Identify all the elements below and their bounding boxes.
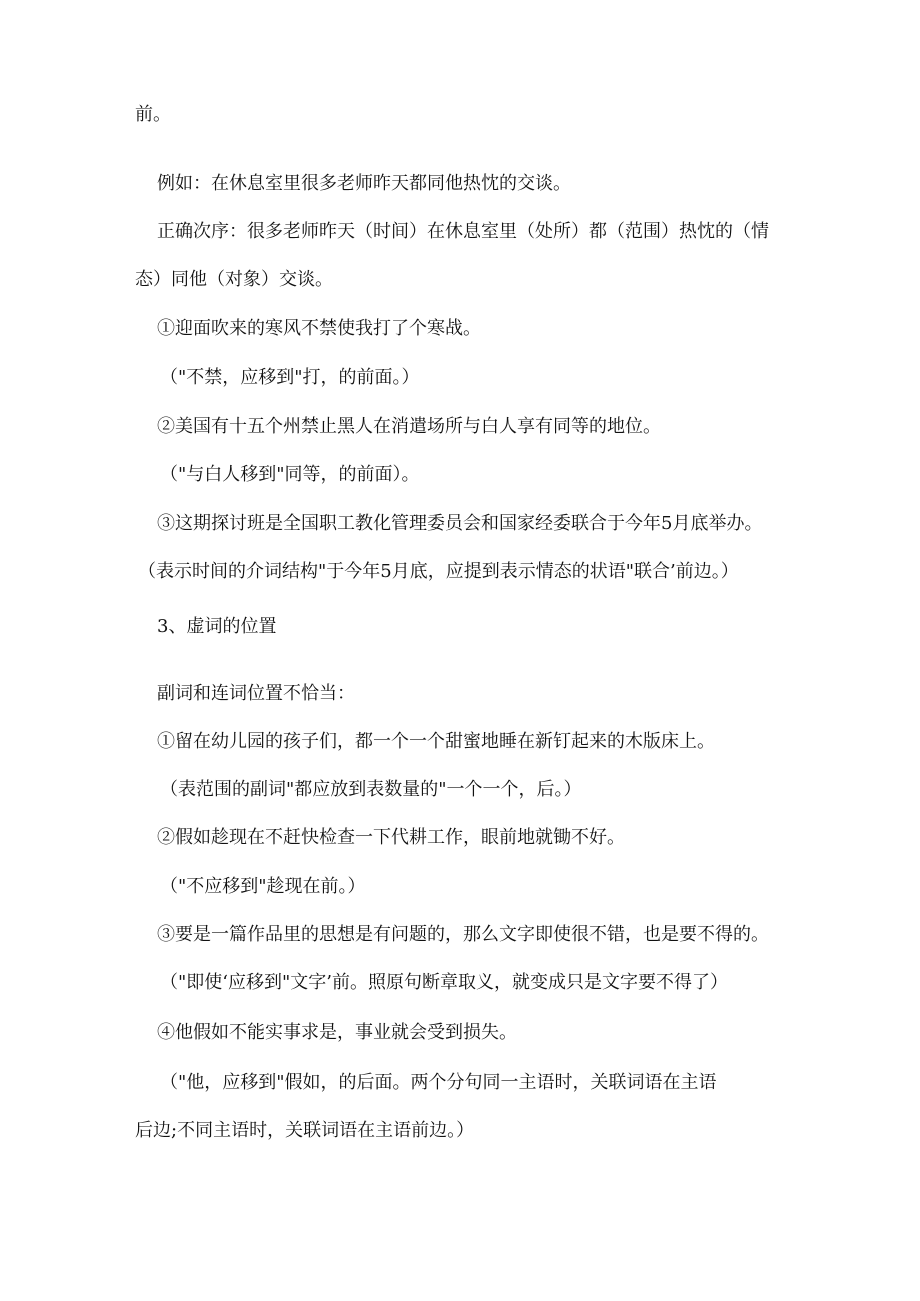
text-line-4: 态）同他（对象）交谈。 — [135, 269, 333, 290]
text-line-19: ④他假如不能实事求是，事业就会受到损失。 — [157, 1022, 517, 1043]
text-line-18: （"即使‘应移到"文字’前。照原句断章取义，就变成只是文字要不得了） — [160, 972, 728, 993]
text-line-16: （"不应移到"趁现在前。） — [160, 876, 366, 897]
text-line-17: ③要是一篇作品里的思想是有问题的，那么文字即使很不错，也是要不得的。 — [157, 924, 769, 945]
section-heading: 3、虚词的位置 — [157, 616, 277, 637]
text-line-10: （表示时间的介词结构"于今年5月底，应提到表示情态的状语"联合’前边。） — [138, 561, 739, 582]
text-line-20: （"他，应移到"假如，的后面。两个分句同一主语时，关联词语在主语 — [160, 1072, 717, 1093]
text-line-15: ②假如趁现在不赶快检查一下代耕工作，眼前地就锄不好。 — [157, 827, 625, 848]
text-line-9: ③这期探讨班是全国职工教化管理委员会和国家经委联合于今年5月底举办。 — [157, 513, 763, 534]
text-line-7: ②美国有十五个州禁止黑人在消遣场所与白人享有同等的地位。 — [157, 416, 661, 437]
text-line-1: 前。 — [135, 104, 171, 125]
text-line-2: 例如：在休息室里很多老师昨天都同他热忱的交谈。 — [157, 173, 571, 194]
text-line-8: （"与白人移到"同等，的前面）。 — [160, 464, 420, 485]
text-line-13: ①留在幼儿园的孩子们，都一个一个甜蜜地睡在新钉起来的木版床上。 — [157, 731, 715, 752]
text-line-5: ①迎面吹来的寒风不禁使我打了个寒战。 — [157, 318, 481, 339]
text-line-21: 后边;不同主语时，关联词语在主语前边。） — [135, 1120, 475, 1141]
text-line-14: （表范围的副词"都应放到表数量的"一个一个，后。） — [160, 779, 582, 800]
text-line-6: （"不禁，应移到"打，的前面。） — [160, 367, 420, 388]
text-line-12: 副词和连词位置不恰当： — [157, 683, 355, 704]
text-line-3: 正确次序：很多老师昨天（时间）在休息室里（处所）都（范围）热忱的（情 — [157, 221, 769, 242]
